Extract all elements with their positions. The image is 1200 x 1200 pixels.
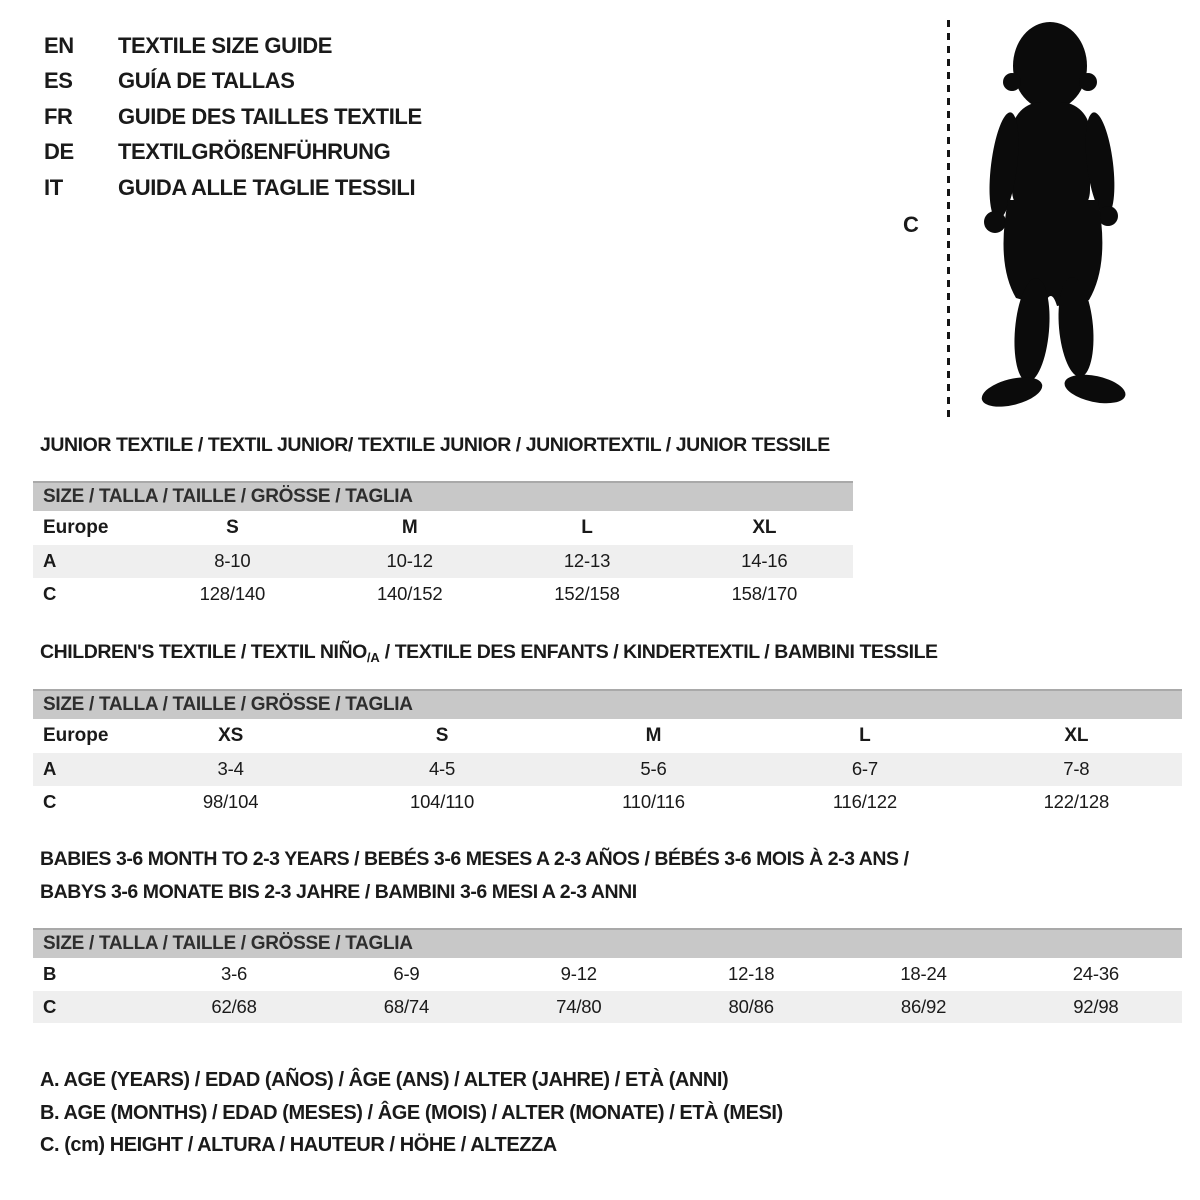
guide-title-es: GUÍA DE TALLAS bbox=[118, 68, 295, 94]
column-header: S bbox=[226, 517, 239, 538]
size-value-cell: 74/80 bbox=[556, 995, 602, 1017]
babies-size-table bbox=[33, 928, 1182, 1023]
size-value-cell: 3-6 bbox=[221, 963, 248, 985]
lang-row-en bbox=[44, 28, 422, 64]
babies-section-title bbox=[40, 843, 909, 909]
size-header-bar: SIZE / TALLA / TAILLE / GRÖSSE / TAGLIA bbox=[33, 481, 853, 511]
table-row-a bbox=[33, 545, 853, 578]
legend bbox=[40, 1064, 783, 1162]
table-row-c bbox=[33, 578, 853, 611]
lang-row-es bbox=[44, 64, 422, 100]
size-value-cell: 6-7 bbox=[851, 758, 878, 780]
lang-code: DE bbox=[44, 139, 74, 165]
guide-title-fr: GUIDE DES TAILLES TEXTILE bbox=[118, 103, 422, 129]
lang-code: IT bbox=[44, 174, 63, 200]
size-value-cell: 24-36 bbox=[1072, 963, 1120, 985]
guide-title-it: GUIDA ALLE TAGLIE TESSILI bbox=[118, 174, 416, 200]
size-value-cell: 158/170 bbox=[731, 582, 798, 604]
babies-title-line2: BABYS 3-6 MONATE BIS 2-3 JAHRE / BAMBINI 3-6 MESI A 2-3 ANNI bbox=[40, 881, 637, 903]
size-value-cell: 3-4 bbox=[217, 758, 244, 780]
size-value-cell: 8-10 bbox=[214, 550, 251, 572]
size-value-cell: 86/92 bbox=[900, 995, 947, 1017]
size-value-cell: 9-12 bbox=[560, 963, 597, 985]
junior-section-title bbox=[40, 434, 830, 457]
column-header: XS bbox=[218, 725, 244, 746]
size-value-cell: 18-24 bbox=[900, 963, 947, 985]
size-header-bar: SIZE / TALLA / TAILLE / GRÖSSE / TAGLIA bbox=[33, 689, 1182, 719]
size-value-cell: 4-5 bbox=[428, 758, 456, 780]
lang-row-fr bbox=[44, 99, 422, 135]
lang-row-de bbox=[44, 135, 422, 171]
row-label: C bbox=[43, 995, 57, 1017]
height-measure-label: C bbox=[903, 212, 919, 237]
size-value-cell: 110/116 bbox=[622, 790, 685, 812]
height-measure-dotted-line bbox=[947, 20, 950, 418]
table-header-row bbox=[33, 511, 853, 545]
size-value-cell: 80/86 bbox=[728, 995, 774, 1017]
size-value-cell: 14-16 bbox=[741, 550, 788, 572]
size-value-cell: 104/110 bbox=[409, 790, 475, 812]
lang-code: EN bbox=[44, 32, 74, 58]
junior-section-title-text: JUNIOR TEXTILE / TEXTIL JUNIOR/ TEXTILE JUNIOR / JUNIORTEXTIL / JUNIOR TESSILE bbox=[40, 434, 830, 456]
lang-code: ES bbox=[44, 68, 73, 94]
size-value-cell: 152/158 bbox=[554, 582, 620, 604]
size-value-cell: 116/122 bbox=[832, 790, 897, 812]
size-value-cell: 5-6 bbox=[640, 758, 667, 780]
size-value-cell: 62/68 bbox=[211, 995, 257, 1017]
size-value-cell: 7-8 bbox=[1063, 758, 1090, 780]
size-value-cell: 10-12 bbox=[386, 550, 433, 572]
size-value-cell: 128/140 bbox=[199, 582, 266, 604]
children-size-table bbox=[33, 689, 1182, 818]
column-header: XL bbox=[1064, 725, 1089, 746]
size-value-cell: 12-13 bbox=[563, 550, 611, 572]
row-label: C bbox=[43, 790, 57, 812]
column-header: M bbox=[645, 725, 662, 746]
table-row-a bbox=[33, 753, 1182, 786]
babies-title-line1: BABIES 3-6 MONTH TO 2-3 YEARS / BEBÉS 3-6 MESES A 2-3 AÑOS / BÉBÉS 3-6 MOIS À 2-3 ANS / bbox=[40, 848, 909, 870]
legend-line-age-years: A. AGE (YEARS) / EDAD (AÑOS) / ÂGE (ANS) / ALTER (JAHRE) / ETÀ (ANNI) bbox=[40, 1069, 729, 1091]
children-title-sub: /A bbox=[366, 650, 380, 665]
size-value-cell: 6-9 bbox=[393, 963, 420, 985]
legend-line-age-months: B. AGE (MONTHS) / EDAD (MESES) / ÂGE (MOIS) / ALTER (MONATE) / ETÀ (MESI) bbox=[40, 1101, 783, 1124]
legend-line-height-cm: C. (cm) HEIGHT / ALTURA / HAUTEUR / HÖHE / ALTEZZA bbox=[40, 1134, 557, 1156]
table-row-c bbox=[33, 991, 1182, 1024]
row-label: C bbox=[43, 582, 57, 604]
column-header: L bbox=[581, 517, 593, 538]
size-value-cell: 68/74 bbox=[383, 995, 430, 1017]
table-row-c bbox=[33, 786, 1182, 819]
children-title-post: / TEXTILE DES ENFANTS / KINDERTEXTIL / BAMBINI TESSILE bbox=[379, 641, 938, 663]
children-section-title bbox=[40, 641, 938, 665]
baby-silhouette-icon bbox=[962, 14, 1147, 418]
junior-size-table bbox=[33, 481, 853, 610]
column-header-region: Europe bbox=[43, 725, 109, 746]
children-title-pre: CHILDREN'S TEXTILE / TEXTIL NIÑO bbox=[40, 641, 367, 663]
language-title-list bbox=[44, 28, 422, 206]
lang-code: FR bbox=[44, 103, 73, 129]
size-value-cell: 12-18 bbox=[727, 963, 775, 985]
column-header: M bbox=[401, 517, 418, 538]
size-value-cell: 122/128 bbox=[1043, 790, 1110, 812]
lang-row-it bbox=[44, 170, 422, 206]
table-header-row bbox=[33, 719, 1182, 753]
size-value-cell: 140/152 bbox=[376, 582, 443, 604]
column-header: L bbox=[859, 725, 871, 746]
column-header: S bbox=[435, 725, 449, 746]
size-value-cell: 92/98 bbox=[1073, 995, 1119, 1017]
size-value-cell: 98/104 bbox=[202, 790, 259, 812]
column-header: XL bbox=[752, 517, 777, 538]
guide-title-en: TEXTILE SIZE GUIDE bbox=[118, 32, 333, 58]
guide-title-de: TEXTILGRÖßENFÜHRUNG bbox=[118, 139, 391, 165]
column-header-region: Europe bbox=[43, 517, 109, 538]
size-header-bar: SIZE / TALLA / TAILLE / GRÖSSE / TAGLIA bbox=[33, 928, 1182, 958]
row-label: A bbox=[43, 550, 57, 572]
table-row-b bbox=[33, 958, 1182, 991]
row-label: A bbox=[43, 758, 57, 780]
row-label: B bbox=[43, 963, 57, 985]
